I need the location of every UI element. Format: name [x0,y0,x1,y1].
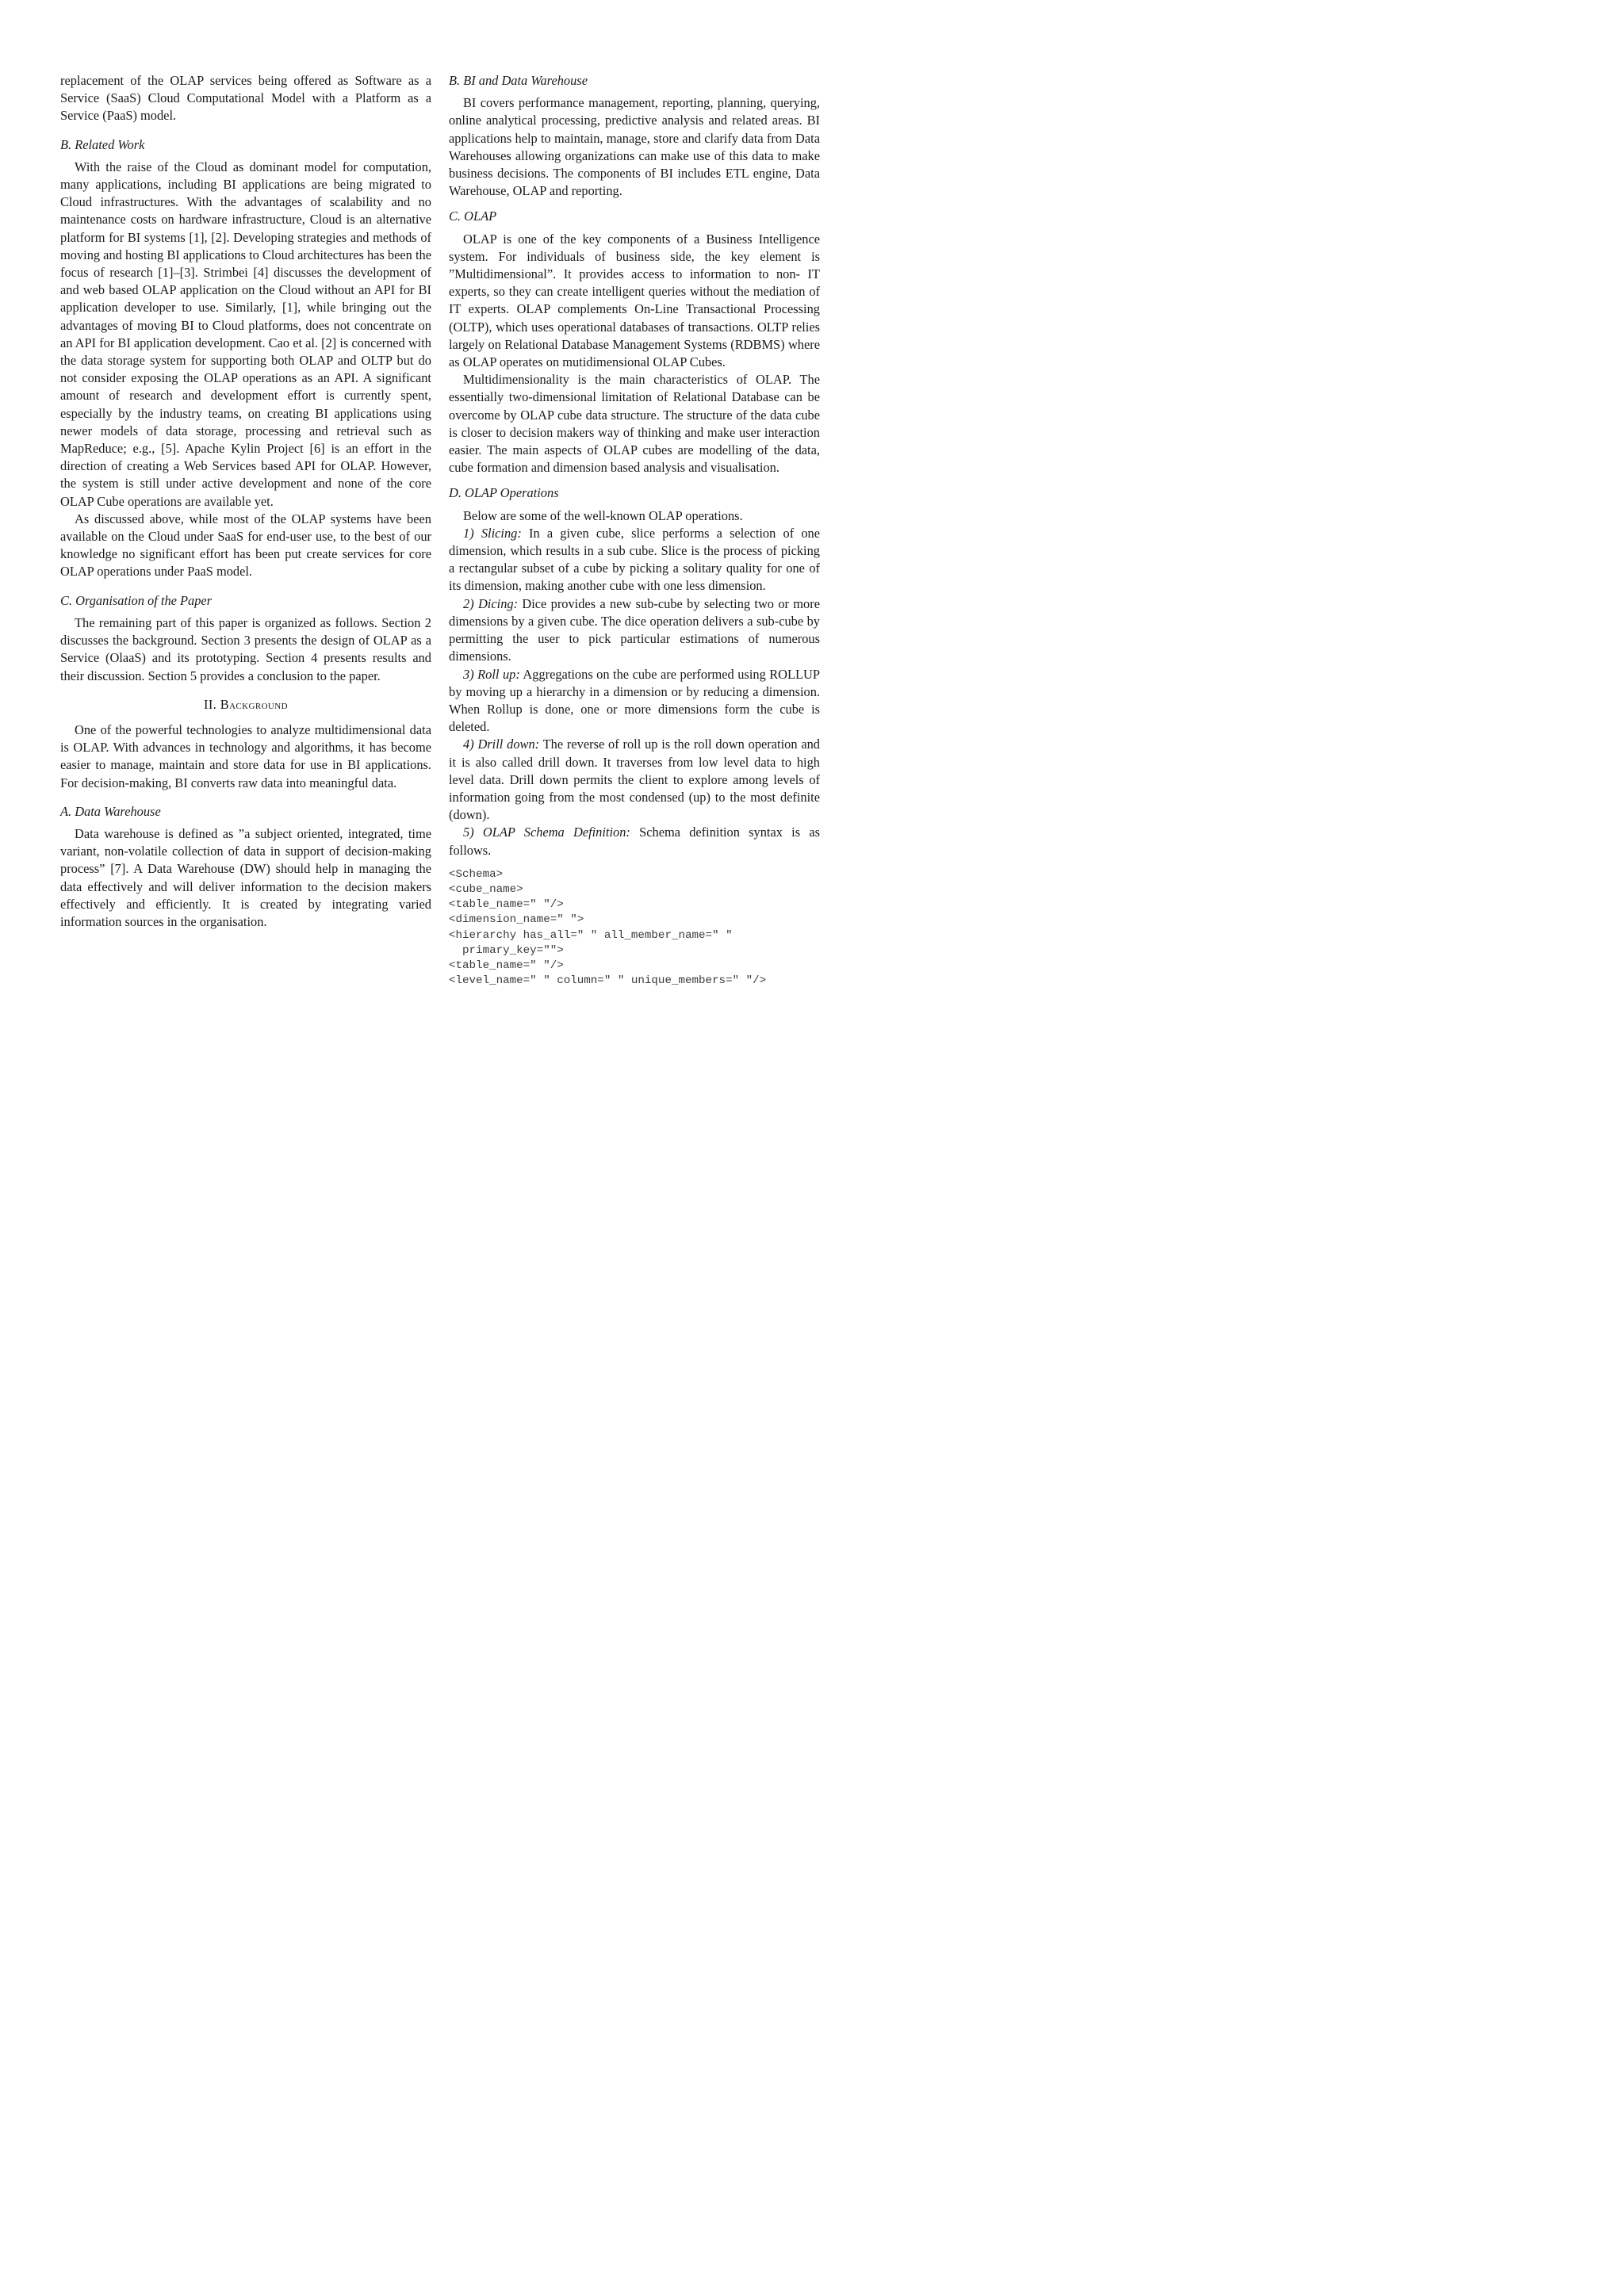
bi-dw-paragraph: BI covers performance management, reporting, planning, querying, online analytical processing, predictive analysis and related areas. BI applications help to maintain, manage, store and clarify data from Data Warehouses allowing organizations can make use of this data to make business decisions. The components of BI includes ETL engine, Data Warehouse, OLAP and reporting. [449,95,820,199]
rollup-heading: 3) Roll up: [463,666,520,682]
drill-down-paragraph [449,736,820,824]
data-warehouse-heading: A. Data Warehouse [60,803,161,819]
rollup-text: Aggregations on the cube are performed using ROLLUP by moving up a hierarchy in a dimension or by reducing a dimension. When Rollup is done, one or more dimensions form the cube is deleted. [449,666,820,735]
schema-definition-heading: 5) OLAP Schema Definition: [463,825,630,840]
slicing-heading: 1) Slicing: [463,525,522,541]
intro-continuation: replacement of the OLAP services being offered as Software as a Service (SaaS) Cloud Computational Model with a Platform as a Service (PaaS) model. [60,73,431,124]
organisation-paragraph: The remaining part of this paper is organized as follows. Section 2 discusses the background. Section 3 presents the design of OLAP as a Service (OlaaS) and its prototyping. Section 4 presents results and their discussion. Section 5 provides a conclusion to the paper. [60,614,431,683]
rollup-paragraph [449,666,820,737]
bi-dw-heading: B. BI and Data Warehouse [449,73,588,88]
data-warehouse-paragraph: Data warehouse is defined as ”a subject oriented, integrated, time variant, non-volatile collection of data in support of decision-making process” [7]. A Data Warehouse (DW) should help in managing the data effectively and will deliver information to the decision makers effectively and efficiently. It is created by integrating varied information sources in the organisation. [60,825,431,929]
olap-paragraph-1: OLAP is one of the key components of a Business Intelligence system. For individuals of business side, the key element is ”Multidimensional”. It provides access to information to non- IT experts, so they can create intelligent queries without the mediation of IT experts. OLAP complements On-Line Transactional Processing (OLTP), which uses operational databases of transactions. OLTP relies largely on Relational Database Management Systems (RDBMS) where as OLAP operates on mutidimensional OLAP Cubes. [449,231,820,370]
drill-down-text: The reverse of roll up is the roll down operation and it is also called drill down. It traverses from low level data to high level data. Drill down permits the client to explore among levels of information going from the most condensed (up) to the most definite (down). [449,737,820,823]
drill-down-heading: 4) Drill down: [463,737,540,752]
organisation-heading: C. Organisation of the Paper [60,592,213,608]
related-work-heading: B. Related Work [60,136,145,152]
olap-operations-intro: Below are some of the well-known OLAP operations. [463,507,743,523]
slicing-text: In a given cube, slice performs a selection of one dimension, which results in a sub cube. Slice is the process of picking a rectangular subset of a cube by picking a solitary quality for one of its dimension, making another cube with one less dimension. [449,525,820,594]
olap-paragraph-2: Multidimensionality is the main characteristics of OLAP. The essentially two-dimensional limitation of Relational Database can be overcome by OLAP cube data structure. The structure of the data cube is closer to decision makers way of thinking and make user interaction easier. The main aspects of OLAP cubes are modelling of the data, cube formation and dimension based analysis and visualisation. [449,372,820,476]
background-heading-text: Background [220,696,288,712]
dicing-paragraph [449,595,820,666]
olap-operations-heading: D. OLAP Operations [449,485,559,501]
left-column [60,72,431,931]
dicing-text: Dice provides a new sub-cube by selecting two or more dimensions by a given cube. The dice operation delivers a sub-cube by permitting the user to pick particular estimations of numerous dimensions. [449,595,820,664]
dicing-heading: 2) Dicing: [463,595,519,611]
right-column [449,72,820,989]
related-work-paragraph-1: With the raise of the Cloud as dominant model for computation, many applications, including BI applications are being migrated to Cloud infrastructures. With the advantages of scalability and no maintenance costs on hardware infrastructure, Cloud is an alternative platform for BI systems [1], [2]. Developing strategies and methods of moving and hosting BI applications to Cloud architectures has been the focus of research [1]–[3]. Strimbei [4] discusses the development of and web based OLAP application on the Cloud without an API for BI application developer to use. Similarly, [1], while bringing out the advantages of moving BI to Cloud platforms, does not concentrate on an API for BI application development. Cao et al. [2] is concerned with the data storage system for supporting both OLAP and OLTP but do not consider exposing the OLAP operations as an API. A significant amount of research and development effort is currently spent, especially by the industry teams, on creating BI applications using newer models of data storage, processing and retrieval such as MapReduce; e.g., [5]. Apache Kylin Project [6] is an effort in the direction of creating a Web Services based API for OLAP. However, the system is still under active development and none of the core OLAP Cube operations are available yet. [60,159,431,509]
background-heading [60,696,431,714]
schema-definition-text: Schema definition syntax is as follows. [449,825,820,858]
background-heading-number: II. [204,696,217,712]
paper-page [0,0,875,1237]
olap-heading: C. OLAP [449,209,497,224]
background-paragraph: One of the powerful technologies to analyze multidimensional data is OLAP. With advances in technology and algorithms, it has become easier to manage, maintain and store data for use in BI applications. For decision-making, BI converts raw data into meaningful data. [60,721,431,790]
slicing-paragraph [449,525,820,595]
schema-code-listing: <Schema> <cube_name> <table_name=" "/> <dimension_name=" "> <hierarchy has_all=" " all_member_name=" " primary_key=""> <table_name=" "/> <level_name=" " column=" " unique_members=" "/> [449,867,767,988]
related-work-paragraph-2: As discussed above, while most of the OLAP systems have been available on the Cloud under SaaS for end-user use, to the best of our knowledge no significant effort has been put create services for core OLAP operations under PaaS model. [60,511,431,580]
schema-definition-paragraph [449,824,820,859]
